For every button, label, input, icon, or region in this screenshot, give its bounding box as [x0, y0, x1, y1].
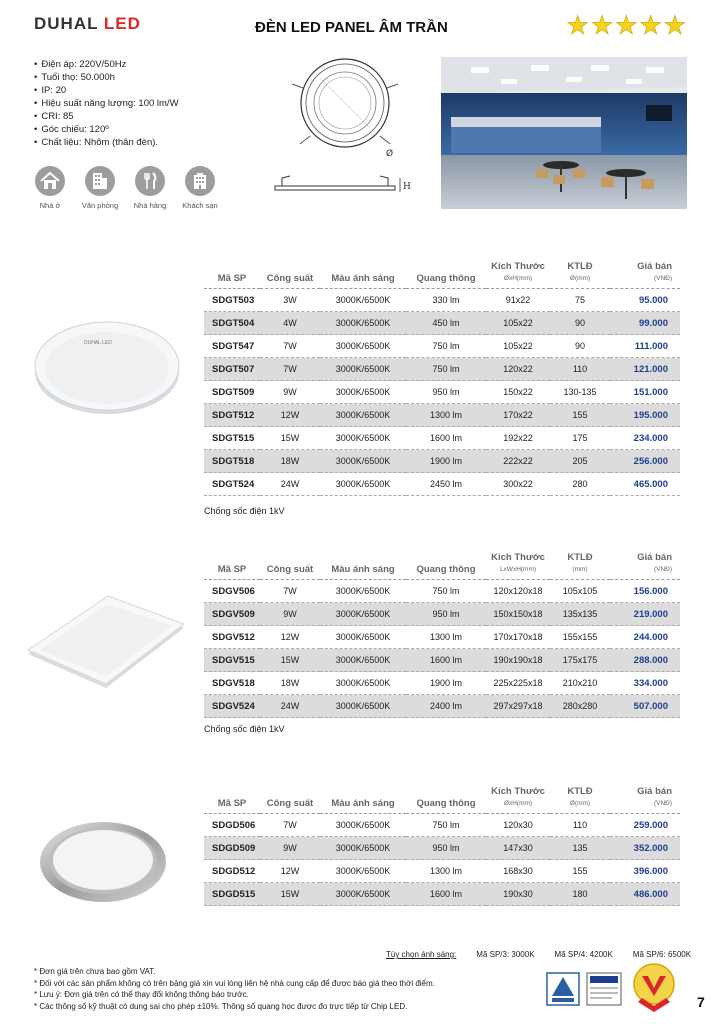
header-lumen: Quang thông [416, 273, 476, 284]
header-lumen: Quang thông [416, 798, 476, 809]
silver-panel-image [38, 814, 168, 904]
cell-cut: 155 [572, 866, 588, 876]
cell-cut: 155 [572, 410, 588, 420]
application-icons [32, 166, 218, 210]
table-row [204, 860, 680, 883]
table-row [204, 580, 680, 603]
cell-size: 150x22 [503, 387, 533, 397]
cell-code: SDGD512 [212, 865, 256, 877]
cell-color: 3000K/6500K [335, 820, 391, 830]
cell-price: 256.000 [633, 455, 668, 467]
spec-item: • Tuổi thọ: 50.000h [34, 71, 179, 84]
cell-color: 3000K/6500K [335, 479, 391, 489]
star-icon: ★ [590, 11, 614, 41]
table-row [204, 404, 680, 427]
cell-power: 24W [280, 701, 300, 711]
cell-cut: 105x105 [562, 586, 598, 596]
svg-text:H: H [403, 182, 411, 192]
cell-cut: 90 [574, 341, 585, 351]
cell-power: 24W [280, 479, 300, 489]
cell-code: SDGV524 [212, 700, 255, 712]
table-row [204, 381, 680, 404]
cell-code: SDGT518 [212, 455, 255, 467]
cell-cut: 210x210 [562, 678, 598, 688]
footnote: * Đối với các sản phẩm không có trên bảng giá xin vui lòng liên hệ nhà cung cấp để được báo giá theo thời điểm. [34, 978, 435, 988]
header-lumen: Quang thông [416, 564, 476, 575]
cell-size: 300x22 [503, 479, 533, 489]
table-row [204, 473, 680, 496]
cell-code: SDGT509 [212, 386, 255, 398]
cell-lumen: 750 lm [432, 341, 460, 351]
header-cutout: KTLĐ (mm) [567, 552, 593, 573]
header-power: Công suất [266, 273, 314, 284]
cell-price: 95.000 [638, 294, 668, 306]
cell-code: SDGT507 [212, 363, 255, 375]
cell-price: 507.000 [633, 700, 668, 712]
cell-price: 486.000 [633, 888, 668, 900]
color-options-label: Tùy chọn ánh sáng: [386, 950, 457, 959]
svg-text:DUHAL LED: DUHAL LED [84, 340, 112, 346]
house-icon [35, 166, 65, 196]
color-option: Mã SP/4: 4200K [554, 950, 613, 959]
cell-lumen: 450 lm [432, 318, 460, 328]
cell-lumen: 950 lm [432, 609, 460, 619]
cell-size: 225x225x18 [493, 678, 543, 688]
cell-color: 3000K/6500K [335, 456, 391, 466]
application-hotel: Khách sạn [182, 166, 218, 210]
cell-power: 7W [283, 586, 297, 596]
cell-size: 120x30 [503, 820, 533, 830]
silver-panel-table [204, 787, 680, 906]
cell-power: 3W [283, 295, 297, 305]
cell-lumen: 750 lm [432, 586, 460, 596]
cell-code: SDGT512 [212, 409, 255, 421]
cell-lumen: 750 lm [432, 364, 460, 374]
header-power: Công suất [266, 798, 314, 809]
cell-lumen: 1900 lm [429, 678, 463, 688]
cell-size: 192x22 [503, 433, 533, 443]
cell-code: SDGV506 [212, 585, 255, 597]
color-option: Mã SP/6: 6500K [632, 950, 692, 959]
cell-power: 15W [280, 655, 300, 665]
application-home: Nhà ở [32, 166, 68, 210]
round-table-note: Chống sốc điện 1kV [204, 506, 285, 516]
cell-cut: 75 [574, 295, 585, 305]
square-panel-image [26, 592, 186, 692]
cell-color: 3000K/6500K [335, 701, 391, 711]
page-number: 7 [697, 994, 705, 1010]
cell-code: SDGT503 [212, 294, 255, 306]
cell-code: SDGV515 [212, 654, 255, 666]
cell-price: 244.000 [633, 631, 668, 643]
cell-color: 3000K/6500K [335, 889, 391, 899]
cell-code: SDGT524 [212, 478, 255, 490]
footnote: * Các thông số kỹ thuật có dung sai cho phép ±10%. Thông số quang học được đo trực tiếp từ Chip LED. [34, 1001, 408, 1011]
cell-price: 195.000 [633, 409, 668, 421]
office-building-icon [85, 166, 115, 196]
cell-color: 3000K/6500K [335, 433, 391, 443]
cell-power: 7W [283, 341, 297, 351]
table-row [204, 335, 680, 358]
cell-size: 222x22 [503, 456, 533, 466]
rating-stars [566, 12, 687, 40]
cell-power: 12W [280, 410, 300, 420]
cell-power: 15W [280, 433, 300, 443]
cell-price: 151.000 [633, 386, 668, 398]
cell-size: 105x22 [503, 318, 533, 328]
header-price: Giá bán (VNĐ) [637, 786, 672, 807]
cell-cut: 175 [572, 433, 588, 443]
cell-price: 465.000 [633, 478, 668, 490]
table-row [204, 649, 680, 672]
cell-price: 396.000 [633, 865, 668, 877]
cell-code: SDGD509 [212, 842, 256, 854]
svg-text:Ø: Ø [386, 149, 394, 159]
cell-power: 12W [280, 866, 300, 876]
cell-code: SDGD506 [212, 819, 256, 831]
cell-price: 288.000 [633, 654, 668, 666]
cell-lumen: 950 lm [432, 843, 460, 853]
table-row [204, 289, 680, 312]
application-restaurant: Nhà hàng [132, 166, 168, 210]
cell-power: 9W [283, 387, 297, 397]
cell-price: 259.000 [633, 819, 668, 831]
cell-size: 190x30 [503, 889, 533, 899]
hotel-icon [185, 166, 215, 196]
cell-price: 111.000 [634, 340, 668, 352]
spec-item: • Chất liệu: Nhôm (thân đèn). [34, 136, 179, 149]
cell-power: 9W [283, 609, 297, 619]
table-row [204, 814, 680, 837]
cell-cut: 110 [572, 364, 588, 374]
header-color: Màu ánh sáng [331, 273, 395, 284]
star-icon: ★ [663, 11, 687, 41]
cell-size: 297x297x18 [493, 701, 543, 711]
cell-power: 18W [280, 456, 300, 466]
cell-cut: 110 [572, 820, 588, 830]
header-size: Kích Thước ØxH(mm) [491, 786, 545, 807]
cell-color: 3000K/6500K [335, 586, 391, 596]
technical-drawing [270, 58, 420, 208]
spec-item: • Điện áp: 220V/50Hz [34, 58, 179, 71]
table-row [204, 672, 680, 695]
star-icon: ★ [566, 11, 590, 41]
cell-color: 3000K/6500K [335, 678, 391, 688]
cell-color: 3000K/6500K [335, 295, 391, 305]
square-panel-table [204, 553, 680, 718]
cell-code: SDGD515 [212, 888, 256, 900]
cell-cut: 280x280 [562, 701, 598, 711]
tuv-certification-icon [546, 972, 580, 1006]
cell-size: 190x190x18 [493, 655, 543, 665]
cell-cut: 130-135 [563, 387, 597, 397]
cell-power: 7W [283, 364, 297, 374]
header-code: Mã SP [217, 798, 247, 809]
cell-cut: 155x155 [562, 632, 598, 642]
cell-color: 3000K/6500K [335, 632, 391, 642]
square-table-note: Chống sốc điện 1kV [204, 724, 285, 734]
cell-price: 334.000 [633, 677, 668, 689]
cell-size: 168x30 [503, 866, 533, 876]
cell-cut: 135x135 [562, 609, 598, 619]
cell-code: SDGT547 [212, 340, 255, 352]
cell-price: 234.000 [633, 432, 668, 444]
table-row [204, 695, 680, 718]
cell-lumen: 1300 lm [429, 866, 463, 876]
cell-price: 121.000 [633, 363, 668, 375]
cell-size: 170x22 [503, 410, 533, 420]
cell-size: 120x120x18 [493, 586, 543, 596]
cell-code: SDGT504 [212, 317, 255, 329]
cell-size: 105x22 [503, 341, 533, 351]
cell-price: 219.000 [633, 608, 668, 620]
cell-color: 3000K/6500K [335, 843, 391, 853]
table-row [204, 626, 680, 649]
cell-lumen: 750 lm [432, 820, 460, 830]
cell-lumen: 2450 lm [429, 479, 463, 489]
footnote: * Lưu ý: Đơn giá trên có thể thay đổi không thông báo trước. [34, 990, 249, 999]
table-row [204, 883, 680, 906]
spec-list [34, 58, 179, 149]
cell-color: 3000K/6500K [335, 364, 391, 374]
cell-size: 170x170x18 [493, 632, 543, 642]
brand-logo: DUHAL LED [34, 14, 141, 33]
color-option: Mã SP/3: 3000K [476, 950, 535, 959]
table-row [204, 427, 680, 450]
header-code: Mã SP [217, 564, 247, 575]
cell-power: 7W [283, 820, 297, 830]
spec-item: • CRI: 85 [34, 110, 179, 123]
round-panel-table [204, 262, 680, 496]
footnotes [34, 966, 435, 1012]
fork-knife-icon [135, 166, 165, 196]
cell-lumen: 1600 lm [429, 433, 463, 443]
header-size: Kích Thước ØxH(mm) [491, 261, 545, 282]
vietnam-quality-award-icon [630, 962, 678, 1014]
round-panel-image [32, 310, 182, 420]
header-cutout: KTLĐ Ø(mm) [567, 786, 593, 807]
cell-lumen: 330 lm [432, 295, 460, 305]
table-row [204, 312, 680, 335]
header-code: Mã SP [217, 273, 247, 284]
cell-color: 3000K/6500K [335, 655, 391, 665]
table-row [204, 837, 680, 860]
cell-code: SDGV509 [212, 608, 255, 620]
cell-lumen: 1300 lm [429, 410, 463, 420]
header-price: Giá bán (VNĐ) [637, 552, 672, 573]
table-row [204, 603, 680, 626]
header-color: Màu ánh sáng [331, 798, 395, 809]
star-icon: ★ [638, 11, 663, 41]
application-office: Văn phòng [82, 166, 118, 210]
header-cutout: KTLĐ Ø(mm) [567, 261, 593, 282]
table-row [204, 358, 680, 381]
cell-lumen: 1600 lm [429, 655, 463, 665]
cell-cut: 280 [572, 479, 588, 489]
cell-cut: 205 [572, 456, 588, 466]
header-color: Màu ánh sáng [331, 564, 395, 575]
cell-power: 9W [283, 843, 297, 853]
cell-lumen: 950 lm [432, 387, 460, 397]
cell-cut: 180 [572, 889, 588, 899]
header-power: Công suất [266, 564, 314, 575]
table-row [204, 450, 680, 473]
cell-size: 150x150x18 [493, 609, 543, 619]
cell-lumen: 2400 lm [429, 701, 463, 711]
iso-certification-icon [586, 972, 622, 1006]
spec-item: • Góc chiếu: 120º [34, 123, 179, 136]
cell-price: 156.000 [633, 585, 668, 597]
cell-color: 3000K/6500K [335, 387, 391, 397]
spec-item: • IP: 20 [34, 84, 179, 97]
cell-code: SDGT515 [212, 432, 255, 444]
cell-size: 120x22 [503, 364, 533, 374]
cell-lumen: 1600 lm [429, 889, 463, 899]
office-pantry-photo [441, 57, 687, 209]
header-size: Kích Thước LxWxH(mm) [491, 552, 545, 573]
cell-size: 147x30 [503, 843, 533, 853]
cell-code: SDGV512 [212, 631, 255, 643]
cell-power: 4W [283, 318, 297, 328]
page-title: ĐÈN LED PANEL ÂM TRẦN [255, 19, 448, 36]
cell-size: 91x22 [505, 295, 531, 305]
cell-price: 99.000 [638, 317, 668, 329]
color-options [386, 950, 691, 959]
cell-cut: 90 [574, 318, 585, 328]
cell-power: 12W [280, 632, 300, 642]
cell-color: 3000K/6500K [335, 609, 391, 619]
cell-price: 352.000 [633, 842, 668, 854]
cell-color: 3000K/6500K [335, 866, 391, 876]
star-icon: ★ [614, 11, 638, 41]
cell-power: 15W [280, 889, 300, 899]
cell-color: 3000K/6500K [335, 318, 391, 328]
footnote: * Đơn giá trên chưa bao gồm VAT. [34, 967, 156, 976]
cell-lumen: 1900 lm [429, 456, 463, 466]
spec-item: • Hiệu suất năng lượng: 100 lm/W [34, 97, 179, 110]
cell-color: 3000K/6500K [335, 341, 391, 351]
cell-power: 18W [280, 678, 300, 688]
cell-cut: 175x175 [562, 655, 598, 665]
cell-color: 3000K/6500K [335, 410, 391, 420]
header-price: Giá bán (VNĐ) [637, 261, 672, 282]
cell-code: SDGV518 [212, 677, 255, 689]
cell-lumen: 1300 lm [429, 632, 463, 642]
cell-cut: 135 [572, 843, 588, 853]
